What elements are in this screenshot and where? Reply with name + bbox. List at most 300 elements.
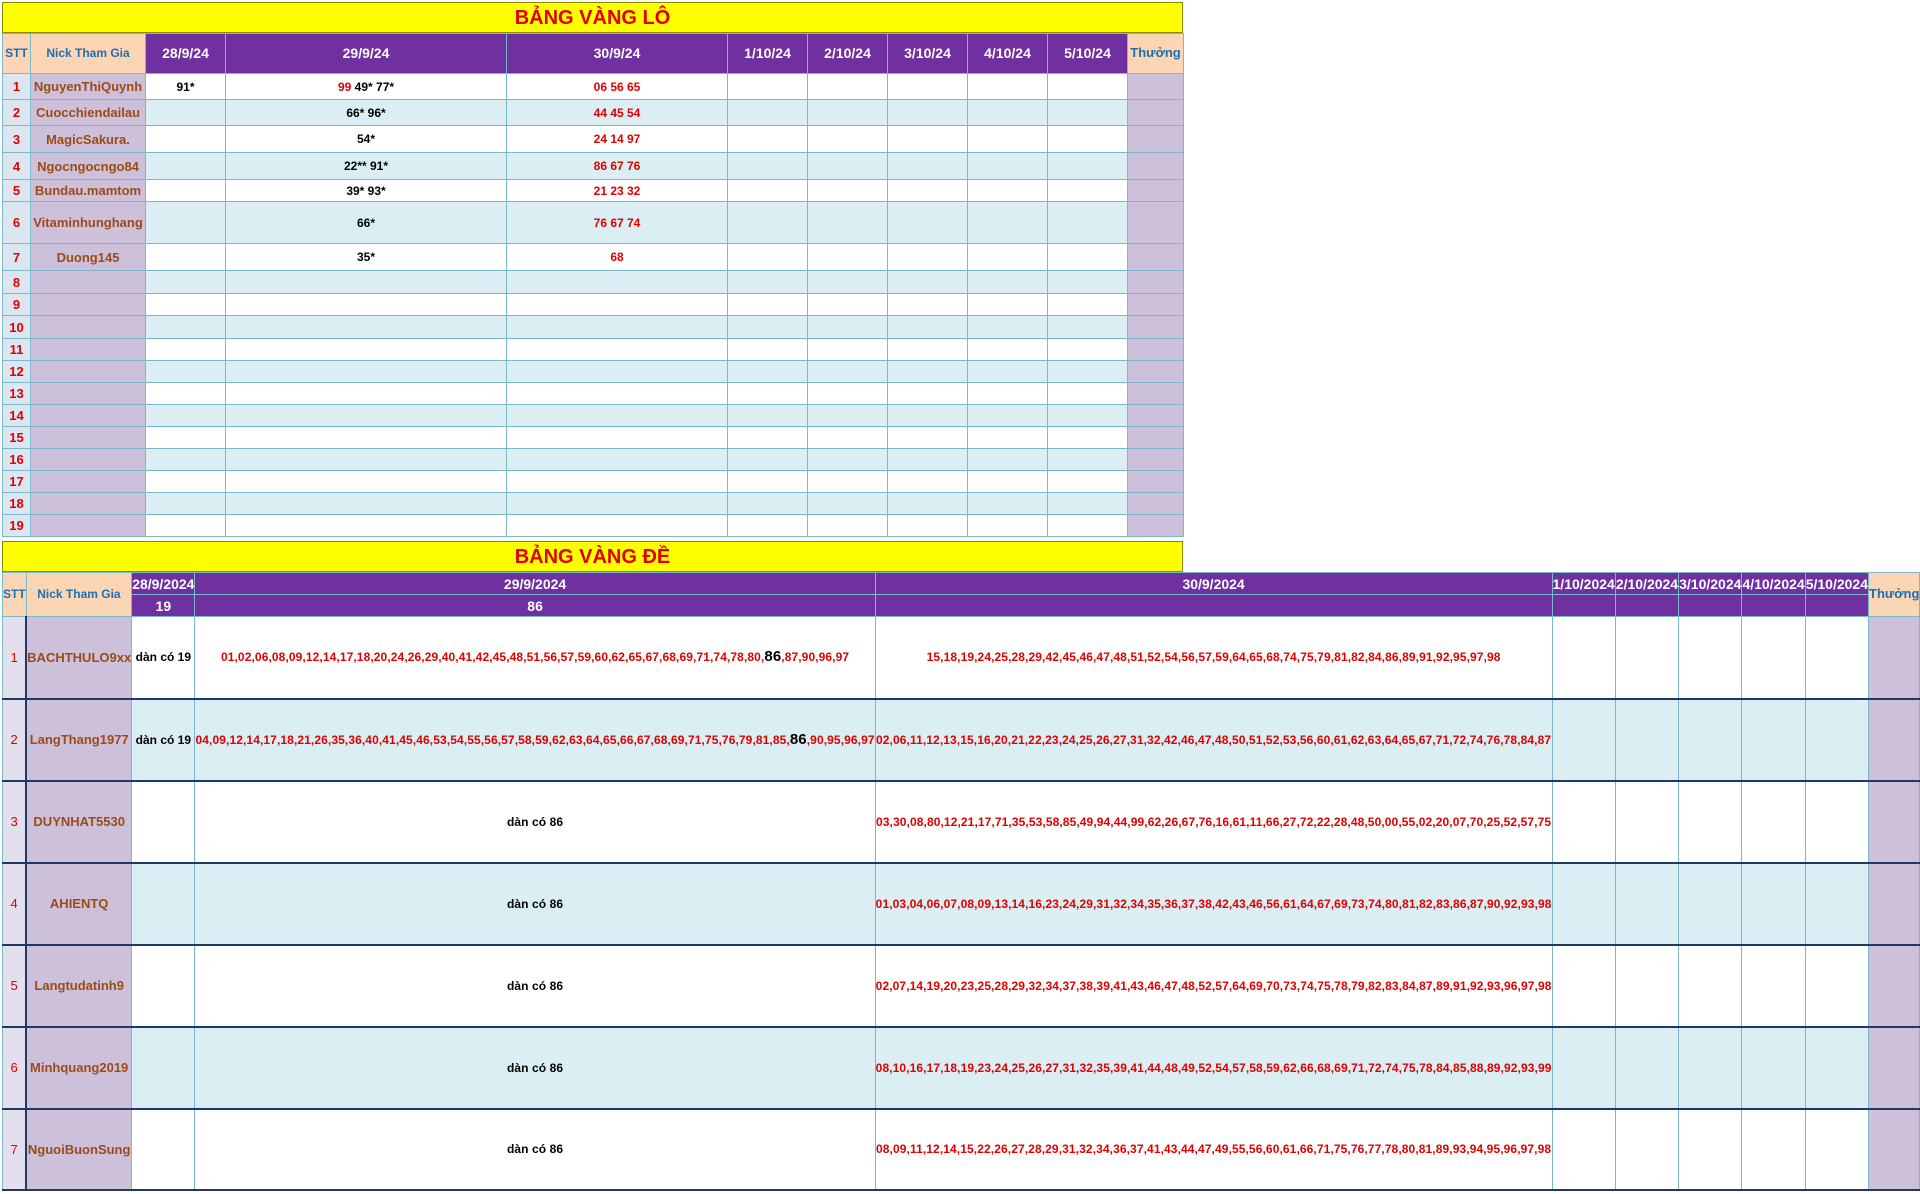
pick-cell: [226, 515, 507, 537]
nick-cell: NguoiBuonSung: [26, 1109, 132, 1190]
pick-cell: [808, 515, 888, 537]
prize-cell: [1869, 945, 1920, 1027]
prize-cell: [1128, 180, 1184, 202]
pick-cell: [728, 427, 808, 449]
pick-cell: [1679, 781, 1742, 863]
pick-cell: [968, 244, 1048, 271]
stt-cell: 3: [3, 126, 31, 153]
pick-cell: [1048, 126, 1128, 153]
table-row: [3, 316, 1184, 339]
pick-cell: [728, 339, 808, 361]
pick-cell: [146, 339, 226, 361]
pick-cell: [226, 361, 507, 383]
pick-cell: [888, 339, 968, 361]
pick-cell: [728, 515, 808, 537]
pick-cell: [226, 405, 507, 427]
pick-cell: [728, 153, 808, 180]
pick-cell: [808, 339, 888, 361]
pick-cell: [507, 271, 728, 294]
stt-cell: 2: [3, 100, 31, 126]
nick-header: Nick Tham Gia: [26, 573, 132, 617]
pick-note: dàn có 86: [506, 978, 564, 993]
stt-cell: 1: [3, 74, 31, 100]
result-cell: [1742, 595, 1805, 617]
prize-cell: [1869, 699, 1920, 781]
nick-cell: [31, 294, 146, 316]
stt-cell: 5: [3, 180, 31, 202]
date-header: 30/9/24: [507, 34, 728, 74]
pick-cell: [1679, 945, 1742, 1027]
pick-cell: [146, 153, 226, 180]
pick-cell: [888, 361, 968, 383]
pick-cell: [968, 339, 1048, 361]
stt-cell: 17: [3, 471, 31, 493]
pick-cell: [728, 449, 808, 471]
stt-cell: 1: [3, 617, 27, 699]
prize-header: Thưởng: [1869, 573, 1920, 617]
pick-cell: [968, 74, 1048, 100]
date-header: 2/10/24: [808, 34, 888, 74]
pick-cell: [1048, 493, 1128, 515]
table-row: [3, 74, 1184, 100]
pick-cell: [728, 316, 808, 339]
pick-cell: [888, 449, 968, 471]
pick-cell: [968, 383, 1048, 405]
pick-cell: [1805, 699, 1868, 781]
pick-cell: [1742, 1109, 1805, 1190]
pick-cell: [968, 316, 1048, 339]
date-header: 3/10/2024: [1679, 573, 1742, 595]
table-row: [3, 153, 1184, 180]
pick-cell: [968, 202, 1048, 244]
table-row: [3, 294, 1184, 316]
pick-numbers: 66* 96*: [346, 105, 386, 120]
prize-cell: [1128, 361, 1184, 383]
pick-cell: [507, 316, 728, 339]
pick-cell: [226, 126, 507, 153]
pick-cell: [808, 383, 888, 405]
pick-cell: [968, 449, 1048, 471]
pick-cell: 91*: [146, 74, 226, 100]
pick-cell: [226, 316, 507, 339]
pick-cell: [1048, 383, 1128, 405]
pick-cell: [1615, 863, 1678, 945]
pick-cell: [1048, 100, 1128, 126]
pick-cell: [728, 271, 808, 294]
pick-cell: [728, 493, 808, 515]
pick-cell: [1679, 863, 1742, 945]
prize-cell: [1128, 100, 1184, 126]
pick-cell: [728, 471, 808, 493]
stt-cell: 7: [3, 1109, 27, 1190]
table-row: [3, 617, 1920, 699]
pick-cell: [1805, 945, 1868, 1027]
prize-cell: [1869, 781, 1920, 863]
prize-cell: [1869, 1027, 1920, 1109]
pick-cell: [1552, 1027, 1615, 1109]
nick-cell: Bundau.mamtom: [31, 180, 146, 202]
pick-cell: [808, 294, 888, 316]
pick-cell: [1615, 1027, 1678, 1109]
pick-cell: [968, 361, 1048, 383]
nick-cell: LangThang1977: [26, 699, 132, 781]
pick-cell: [1805, 863, 1868, 945]
pick-cell: [728, 202, 808, 244]
pick-cell: 01,03,04,06,07,08,09,13,14,16,23,24,29,31,32,34,35,36,37,38,42,43,46,56,61,64,67,69,73,74,80,81,82,83,86,87,90,92,93,98: [875, 863, 1552, 945]
nick-cell: [31, 515, 146, 537]
pick-cell: [1552, 863, 1615, 945]
pick-cell: [1048, 471, 1128, 493]
date-header: 29/9/24: [226, 34, 507, 74]
pick-cell: 02,06,11,12,13,15,16,20,21,22,23,24,25,26,27,31,32,42,46,47,48,50,51,52,53,56,60,61,62,63,64,65,67,71,72,74,76,78,84,87: [875, 699, 1552, 781]
pick-numbers: ,90,95,96,97: [806, 732, 875, 747]
pick-cell: [226, 74, 507, 100]
pick-note: dàn có 86: [506, 896, 564, 911]
pick-cell: [1552, 781, 1615, 863]
pick-cell: [1742, 1027, 1805, 1109]
table-row: [3, 271, 1184, 294]
pick-cell: [808, 493, 888, 515]
pick-cell: [728, 100, 808, 126]
pick-cell: [888, 316, 968, 339]
prize-cell: [1128, 202, 1184, 244]
table-row: [3, 493, 1184, 515]
prize-cell: [1128, 244, 1184, 271]
pick-cell: [968, 271, 1048, 294]
pick-cell: [507, 383, 728, 405]
pick-cell: [132, 945, 195, 1027]
pick-cell: [808, 202, 888, 244]
prize-cell: [1128, 405, 1184, 427]
pick-cell: 44 45 54: [507, 100, 728, 126]
de-title-banner: BẢNG VÀNG ĐỀ: [2, 541, 1183, 572]
pick-cell: [146, 126, 226, 153]
pick-cell: [1048, 361, 1128, 383]
pick-cell: [146, 383, 226, 405]
nick-cell: BACHTHULO9xx: [26, 617, 132, 699]
pick-cell: [1552, 699, 1615, 781]
result-cell: 19: [132, 595, 195, 617]
pick-cell: [888, 383, 968, 405]
pick-cell: [1615, 617, 1678, 699]
table-row: [3, 1027, 1920, 1109]
pick-cell: [507, 361, 728, 383]
pick-cell: [226, 294, 507, 316]
pick-cell: [132, 1027, 195, 1109]
pick-cell: [888, 126, 968, 153]
pick-cell: [146, 202, 226, 244]
pick-cell: [146, 361, 226, 383]
pick-cell: [888, 471, 968, 493]
pick-cell: [808, 361, 888, 383]
table-row: [3, 515, 1184, 537]
pick-cell: [888, 100, 968, 126]
pick-cell: [808, 74, 888, 100]
stt-cell: 9: [3, 294, 31, 316]
prize-cell: [1128, 383, 1184, 405]
prize-cell: [1128, 493, 1184, 515]
prize-cell: [1128, 316, 1184, 339]
pick-cell: [226, 339, 507, 361]
nick-cell: Minhquang2019: [26, 1027, 132, 1109]
pick-cell: [226, 153, 507, 180]
hit-number: 86: [764, 648, 782, 666]
pick-cell: [1805, 617, 1868, 699]
table-row: [3, 126, 1184, 153]
pick-cell: [146, 294, 226, 316]
nick-header: Nick Tham Gia: [31, 34, 146, 74]
pick-cell: [968, 126, 1048, 153]
date-header: 4/10/24: [968, 34, 1048, 74]
pick-numbers: 35*: [356, 250, 376, 264]
result-cell: [1805, 595, 1868, 617]
stt-cell: 15: [3, 427, 31, 449]
pick-cell: [1615, 699, 1678, 781]
pick-cell: [226, 100, 507, 126]
stt-cell: 16: [3, 449, 31, 471]
pick-cell: 03,30,08,80,12,21,17,71,35,53,58,85,49,94,44,99,62,26,67,76,16,61,11,66,27,72,22,28,48,50,00,55,02,20,07,70,25,52,57,75: [875, 781, 1552, 863]
table-row: [3, 405, 1184, 427]
stt-cell: 7: [3, 244, 31, 271]
nick-cell: MagicSakura.: [31, 126, 146, 153]
prize-cell: [1128, 271, 1184, 294]
date-header: 1/10/24: [728, 34, 808, 74]
pick-cell: [507, 405, 728, 427]
pick-cell: [1048, 202, 1128, 244]
pick-cell: [808, 271, 888, 294]
stt-cell: 13: [3, 383, 31, 405]
pick-cell: [728, 244, 808, 271]
pick-cell: [146, 316, 226, 339]
nick-cell: [31, 493, 146, 515]
pick-cell: [507, 515, 728, 537]
pick-cell: [728, 180, 808, 202]
pick-cell: [808, 100, 888, 126]
stt-cell: 11: [3, 339, 31, 361]
pick-numbers: 04,09,12,14,17,18,21,26,35,36,40,41,45,46,53,54,55,56,57,58,59,62,63,64,65,66,67,68,69,71,75,76,79,81,85,: [195, 732, 790, 747]
pick-cell: [1679, 1109, 1742, 1190]
stt-cell: 8: [3, 271, 31, 294]
nick-cell: [31, 405, 146, 427]
result-cell: [1679, 595, 1742, 617]
pick-cell: [888, 294, 968, 316]
stt-cell: 2: [3, 699, 27, 781]
pick-cell: [968, 471, 1048, 493]
pick-note: dàn có 86: [506, 1142, 564, 1156]
pick-cell: 08,10,16,17,18,19,23,24,25,26,27,31,32,35,39,41,44,48,49,52,54,57,58,59,62,66,68,69,71,72,74,75,78,84,85,88,89,92,93,99: [875, 1027, 1552, 1109]
nick-cell: [31, 427, 146, 449]
pick-cell: [888, 202, 968, 244]
pick-cell: [1048, 339, 1128, 361]
pick-cell: [728, 361, 808, 383]
pick-cell: [507, 339, 728, 361]
pick-cell: [507, 471, 728, 493]
pick-cell: [195, 617, 875, 699]
pick-cell: [1742, 863, 1805, 945]
pick-cell: [888, 180, 968, 202]
pick-numbers: 01,02,06,08,09,12,14,17,18,20,24,26,29,40,41,42,45,48,51,56,57,59,60,62,65,67,68,69,71,74,78,80,: [220, 650, 765, 665]
pick-cell: [132, 863, 195, 945]
nick-cell: AHIENTQ: [26, 863, 132, 945]
pick-cell: [968, 100, 1048, 126]
prize-cell: [1128, 471, 1184, 493]
nick-cell: Cuocchiendailau: [31, 100, 146, 126]
pick-cell: [968, 180, 1048, 202]
pick-cell: [968, 153, 1048, 180]
stt-header: STT: [3, 34, 31, 74]
pick-cell: [1805, 781, 1868, 863]
table-row: [3, 427, 1184, 449]
pick-numbers: 66*: [356, 215, 376, 230]
pick-cell: [226, 244, 507, 271]
hit-number: 99: [337, 79, 352, 94]
pick-cell: [146, 493, 226, 515]
pick-cell: 68: [507, 244, 728, 271]
pick-cell: [888, 74, 968, 100]
pick-cell: [1552, 617, 1615, 699]
lo-table: [2, 33, 1184, 537]
table-row: [3, 244, 1184, 271]
table-row: [3, 471, 1184, 493]
prize-cell: [1128, 74, 1184, 100]
pick-cell: 24 14 97: [507, 126, 728, 153]
date-header: 2/10/2024: [1615, 573, 1678, 595]
prize-cell: [1869, 863, 1920, 945]
pick-cell: [195, 863, 875, 945]
pick-cell: [888, 271, 968, 294]
date-header: 28/9/2024: [132, 573, 195, 595]
pick-cell: [888, 153, 968, 180]
prize-cell: [1869, 1109, 1920, 1190]
prize-cell: [1128, 339, 1184, 361]
result-cell: [875, 595, 1552, 617]
table-row: [3, 1109, 1920, 1190]
pick-cell: [507, 427, 728, 449]
pick-cell: [146, 515, 226, 537]
pick-cell: 76 67 74: [507, 202, 728, 244]
stt-cell: 18: [3, 493, 31, 515]
nick-cell: [31, 471, 146, 493]
pick-cell: [146, 405, 226, 427]
nick-cell: Vitaminhunghang: [31, 202, 146, 244]
date-header: 28/9/24: [146, 34, 226, 74]
nick-cell: Langtudatinh9: [26, 945, 132, 1027]
pick-cell: [1615, 945, 1678, 1027]
pick-cell: [507, 493, 728, 515]
pick-note: dàn có 86: [506, 814, 564, 829]
pick-cell: [1615, 781, 1678, 863]
pick-cell: [226, 383, 507, 405]
result-cell: [1552, 595, 1615, 617]
pick-cell: [728, 383, 808, 405]
pick-cell: [226, 180, 507, 202]
date-header: 5/10/2024: [1805, 573, 1868, 595]
pick-cell: [1742, 617, 1805, 699]
table-row: [3, 699, 1920, 781]
nick-cell: [31, 449, 146, 471]
pick-cell: [507, 449, 728, 471]
stt-cell: 3: [3, 781, 27, 863]
hit-number: 86: [789, 730, 807, 748]
pick-cell: [1552, 1109, 1615, 1190]
result-cell: 86: [195, 595, 875, 617]
date-header: 30/9/2024: [875, 573, 1552, 595]
prize-cell: [1128, 153, 1184, 180]
pick-cell: [728, 294, 808, 316]
pick-cell: [808, 316, 888, 339]
pick-cell: dàn có 19: [132, 617, 195, 699]
pick-cell: [808, 126, 888, 153]
pick-cell: [1048, 271, 1128, 294]
pick-cell: [1048, 405, 1128, 427]
pick-note: dàn có 86: [506, 1060, 564, 1075]
date-header: 4/10/2024: [1742, 573, 1805, 595]
pick-cell: [1805, 1027, 1868, 1109]
nick-cell: [31, 271, 146, 294]
stt-cell: 4: [3, 153, 31, 180]
pick-cell: [888, 427, 968, 449]
pick-cell: [146, 100, 226, 126]
nick-cell: Ngocngocngo84: [31, 153, 146, 180]
prize-cell: [1128, 515, 1184, 537]
nick-cell: [31, 339, 146, 361]
pick-cell: [1048, 316, 1128, 339]
table-row: [3, 100, 1184, 126]
pick-cell: [1615, 1109, 1678, 1190]
table-row: [3, 361, 1184, 383]
prize-cell: [1128, 449, 1184, 471]
pick-cell: [1048, 180, 1128, 202]
pick-cell: [226, 449, 507, 471]
pick-cell: [132, 781, 195, 863]
pick-cell: [146, 271, 226, 294]
pick-cell: [195, 699, 875, 781]
pick-cell: [968, 294, 1048, 316]
nick-cell: DUYNHAT5530: [26, 781, 132, 863]
pick-cell: [1048, 449, 1128, 471]
pick-cell: [888, 244, 968, 271]
date-header: 5/10/24: [1048, 34, 1128, 74]
table-row: [3, 180, 1184, 202]
nick-cell: NguyenThiQuynh: [31, 74, 146, 100]
pick-cell: [1048, 515, 1128, 537]
stt-cell: 4: [3, 863, 27, 945]
pick-cell: [146, 244, 226, 271]
pick-cell: [808, 471, 888, 493]
pick-cell: [968, 515, 1048, 537]
pick-cell: [195, 1109, 875, 1190]
pick-cell: [226, 493, 507, 515]
stt-cell: 5: [3, 945, 27, 1027]
pick-cell: [132, 1109, 195, 1190]
pick-cell: [226, 202, 507, 244]
pick-cell: [888, 515, 968, 537]
pick-cell: [146, 427, 226, 449]
pick-cell: [1742, 699, 1805, 781]
pick-cell: [728, 74, 808, 100]
pick-numbers: 22** 91*: [343, 159, 389, 173]
pick-cell: [1048, 244, 1128, 271]
lo-title-banner: BẢNG VÀNG LÔ: [2, 2, 1183, 33]
pick-cell: [195, 1027, 875, 1109]
pick-cell: [968, 493, 1048, 515]
stt-cell: 19: [3, 515, 31, 537]
de-table: [2, 572, 1920, 1191]
pick-cell: [1552, 945, 1615, 1027]
pick-cell: [226, 271, 507, 294]
pick-cell: 86 67 76: [507, 153, 728, 180]
date-header: 29/9/2024: [195, 573, 875, 595]
